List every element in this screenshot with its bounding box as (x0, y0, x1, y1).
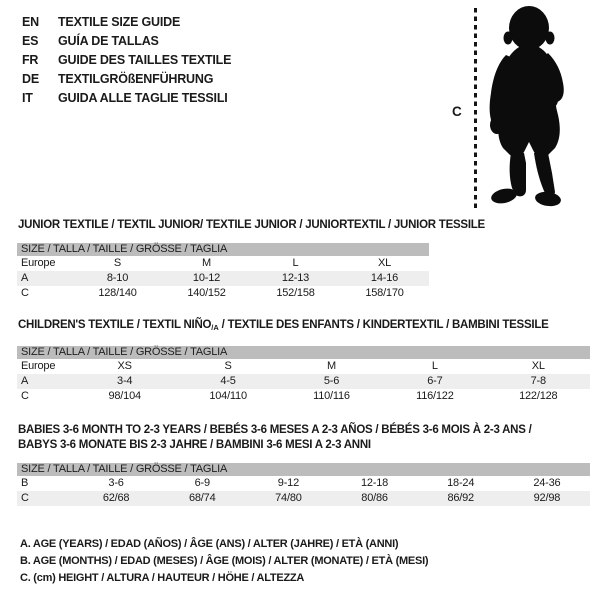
table-row-height-cm (17, 286, 429, 301)
size-cell: XL (531, 360, 545, 372)
size-table-header: SIZE / TALLA / TAILLE / GRÖSSE / TAGLIA (17, 243, 429, 256)
table-row-height-cm (17, 491, 590, 506)
height-cell: 116/122 (416, 390, 454, 402)
height-cell: 104/110 (209, 390, 247, 402)
table-row-age-months (17, 476, 590, 491)
babies-size-table (17, 463, 590, 506)
table-row-europe (17, 359, 590, 374)
junior-section-title: JUNIOR TEXTILE / TEXTIL JUNIOR/ TEXTILE JUNIOR / JUNIORTEXTIL / JUNIOR TESSILE (18, 219, 485, 231)
age-cell: 14-16 (370, 272, 399, 284)
language-label: GUÍA DE TALLAS (58, 34, 159, 48)
table-row-europe (17, 256, 429, 271)
babies-section-title (18, 423, 532, 453)
toddler-silhouette-icon (486, 3, 598, 213)
height-cell: 86/92 (447, 492, 474, 504)
age-cell: 8-10 (106, 272, 129, 284)
language-label: GUIDA ALLE TAGLIE TESSILI (58, 91, 228, 105)
children-title-rest: / TEXTILE DES ENFANTS / KINDERTEXTIL / BAMBINI TESSILE (218, 319, 549, 331)
age-cell: 3-4 (117, 375, 133, 387)
height-measure-dashed-line (474, 8, 477, 211)
height-cell: 92/98 (533, 492, 561, 504)
size-cell: L (431, 360, 438, 372)
size-cell: S (224, 360, 232, 372)
size-cell: L (292, 257, 299, 269)
row-label: Europe (21, 360, 56, 372)
age-cell: 3-6 (108, 477, 124, 489)
height-cell: 158/170 (365, 287, 404, 299)
language-code: IT (22, 91, 33, 105)
children-title-subscript: /A (211, 323, 219, 332)
footnote-age-months: B. AGE (MONTHS) / EDAD (MESES) / ÂGE (MOIS) / ALTER (MONATE) / ETÀ (MESI) (20, 555, 429, 567)
row-label: B (21, 477, 29, 489)
table-row-height-cm (17, 389, 590, 404)
age-cell: 6-9 (194, 477, 210, 489)
size-cell: XS (117, 360, 132, 372)
row-label: Europe (21, 257, 56, 269)
language-code: FR (22, 53, 39, 67)
row-label: C (21, 287, 29, 299)
language-label: TEXTILE SIZE GUIDE (58, 15, 181, 29)
age-cell: 9-12 (277, 477, 299, 489)
language-row-en (22, 13, 231, 32)
age-cell: 24-36 (533, 477, 561, 489)
height-cell: 98/104 (108, 390, 141, 402)
language-row-de (22, 70, 231, 89)
footnote-age-years: A. AGE (YEARS) / EDAD (AÑOS) / ÂGE (ANS) / ALTER (JAHRE) / ETÀ (ANNI) (20, 538, 399, 550)
language-list (22, 13, 231, 108)
age-cell: 12-18 (360, 477, 389, 489)
children-section-title (18, 318, 549, 335)
size-cell: S (113, 257, 122, 269)
language-label: GUIDE DES TAILLES TEXTILE (58, 53, 232, 67)
babies-title-line2: BABYS 3-6 MONATE BIS 2-3 JAHRE / BAMBINI 3-6 MESI A 2-3 ANNI (18, 439, 371, 451)
age-cell: 7-8 (530, 375, 546, 387)
footnote-height: C. (cm) HEIGHT / ALTURA / HAUTEUR / HÖHE / ALTEZZA (20, 572, 305, 584)
table-row-age-years (17, 271, 429, 286)
height-cell: 128/140 (98, 287, 137, 299)
age-cell: 4-5 (220, 375, 236, 387)
language-code: ES (22, 34, 39, 48)
children-size-table (17, 346, 590, 404)
height-cell: 62/68 (102, 492, 130, 504)
row-label: A (21, 272, 29, 284)
age-cell: 5-6 (323, 375, 340, 387)
age-cell: 10-12 (192, 272, 221, 284)
language-code: DE (22, 72, 39, 86)
language-row-it (22, 89, 231, 108)
legend-footnotes (20, 536, 428, 587)
age-cell: 18-24 (447, 477, 475, 489)
row-label: C (21, 492, 29, 504)
junior-size-table (17, 243, 429, 301)
size-cell: XL (377, 257, 392, 269)
height-cell: 110/116 (313, 390, 350, 402)
size-cell: M (326, 360, 336, 372)
height-cell: 68/74 (188, 492, 216, 504)
babies-title-line1: BABIES 3-6 MONTH TO 2-3 YEARS / BEBÉS 3-6 MESES A 2-3 AÑOS / BÉBÉS 3-6 MOIS À 2-3 ANS / (18, 424, 532, 436)
table-row-age-years (17, 374, 590, 389)
height-cell: 152/158 (276, 287, 315, 299)
size-table-header: SIZE / TALLA / TAILLE / GRÖSSE / TAGLIA (17, 346, 590, 359)
size-table-header: SIZE / TALLA / TAILLE / GRÖSSE / TAGLIA (17, 463, 590, 476)
row-label: A (21, 375, 29, 387)
language-row-fr (22, 51, 231, 70)
language-row-es (22, 32, 231, 51)
language-code: EN (22, 15, 39, 29)
size-cell: M (202, 257, 211, 269)
age-cell: 6-7 (427, 375, 443, 387)
height-cell: 74/80 (275, 492, 302, 504)
row-label: C (21, 390, 29, 402)
height-cell: 122/128 (519, 390, 558, 402)
height-cell: 140/152 (187, 287, 226, 299)
height-cell: 80/86 (361, 492, 388, 504)
language-label: TEXTILGRÖßENFÜHRUNG (58, 72, 214, 86)
age-cell: 12-13 (281, 272, 310, 284)
children-title-main: CHILDREN'S TEXTILE / TEXTIL NIÑO (18, 319, 212, 331)
height-measure-label: C (452, 104, 462, 119)
